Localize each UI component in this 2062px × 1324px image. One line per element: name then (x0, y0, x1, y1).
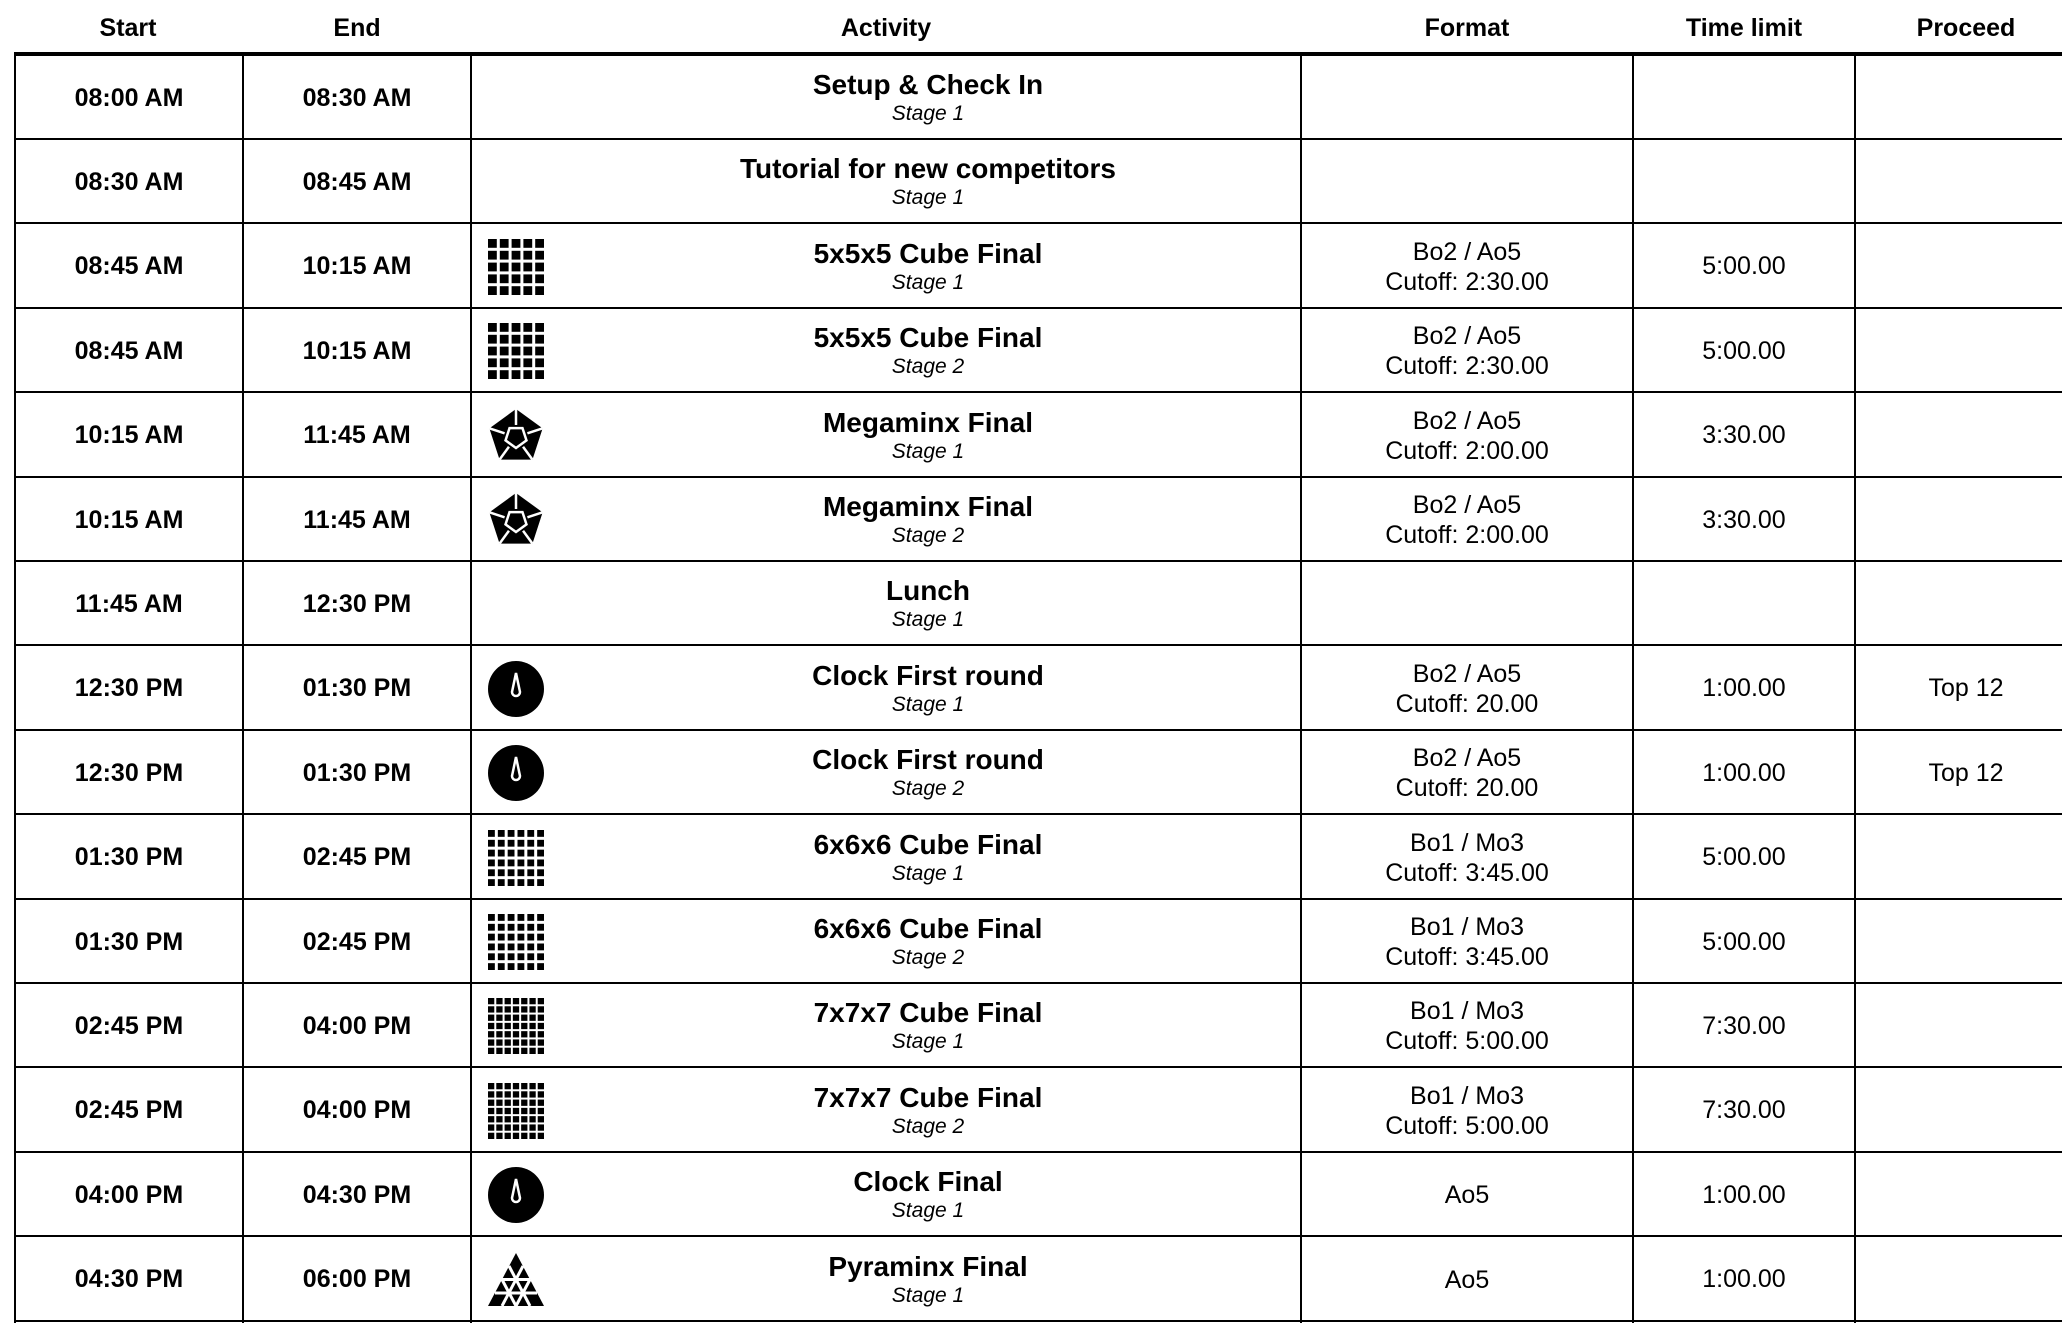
activity-name: Megaminx Final (822, 491, 1034, 522)
activity-cell (472, 984, 1384, 1068)
cutoff-text: Cutoff: 3:45.00 (1385, 943, 1549, 971)
time-limit: 3:30.00 (1702, 421, 1786, 450)
cutoff-text: Cutoff: 5:00.00 (1385, 1027, 1549, 1056)
format-cell (1302, 1238, 1632, 1322)
header-end: End (333, 14, 381, 42)
format-cell (1302, 1153, 1632, 1237)
time-limit (1634, 140, 1854, 224)
table-row (0, 1238, 2062, 1322)
end-time: 12:30 PM (302, 589, 412, 618)
table-row (0, 1069, 2062, 1153)
proceed (1856, 394, 2062, 478)
format-text: Bo1 / Mo3 (1410, 913, 1524, 941)
start-time: 08:30 AM (74, 167, 184, 196)
time-limit: 7:30.00 (1702, 1096, 1786, 1125)
format-cell (1302, 647, 1632, 731)
cutoff-text: Cutoff: 2:30.00 (1385, 267, 1549, 296)
format-cell (1302, 900, 1632, 984)
end-time: 06:00 PM (302, 1265, 412, 1294)
activity-name: Tutorial for new competitors (740, 153, 1116, 185)
start-time: 04:30 PM (74, 1265, 184, 1294)
header-proceed: Proceed (1916, 14, 2016, 42)
time-limit: 5:00.00 (1702, 927, 1786, 956)
activity-cell (472, 900, 1384, 984)
table-row (0, 562, 2062, 646)
end-time: 04:00 PM (302, 1011, 412, 1040)
end-time: 01:30 PM (302, 758, 412, 787)
activity-stage: Stage 1 (891, 186, 965, 210)
activity-cell (472, 562, 1384, 646)
table-row (0, 816, 2062, 900)
start-time: 12:30 PM (74, 674, 184, 703)
activity-stage: Stage 2 (891, 1114, 965, 1138)
proceed: Top 12 (1928, 758, 2004, 787)
activity-name: 7x7x7 Cube Final (813, 997, 1043, 1029)
activity-name: Clock First round (812, 744, 1044, 776)
proceed (1856, 1069, 2062, 1153)
activity-name: Megaminx Final (822, 406, 1034, 438)
activity-cell (472, 56, 1384, 140)
table-row (0, 647, 2062, 731)
start-time: 04:00 PM (74, 1180, 184, 1209)
format-cell (1302, 562, 1632, 646)
format-text: Bo2 / Ao5 (1412, 237, 1522, 266)
proceed: Top 12 (1928, 674, 2004, 703)
end-time: 10:15 AM (302, 252, 412, 281)
start-time: 08:00 AM (74, 83, 184, 112)
activity-cell (472, 731, 1384, 815)
table-row (0, 225, 2062, 309)
proceed (1856, 984, 2062, 1068)
activity-cell (472, 1069, 1384, 1153)
start-time: 10:15 AM (74, 505, 184, 534)
activity-name: 6x6x6 Cube Final (813, 913, 1043, 944)
table-row (0, 309, 2062, 393)
format-cell (1302, 225, 1632, 309)
header-format: Format (1424, 14, 1510, 42)
time-limit: 1:00.00 (1702, 1180, 1786, 1209)
activity-name: 5x5x5 Cube Final (813, 237, 1043, 269)
start-time: 12:30 PM (74, 758, 184, 787)
proceed (1856, 900, 2062, 984)
format-text: Ao5 (1444, 1265, 1490, 1294)
activity-cell (472, 140, 1384, 224)
time-limit: 7:30.00 (1702, 1011, 1786, 1040)
format-cell (1302, 394, 1632, 478)
cutoff-text: Cutoff: 2:00.00 (1385, 436, 1549, 465)
format-cell (1302, 731, 1632, 815)
end-time: 02:45 PM (302, 843, 412, 872)
end-time: 04:30 PM (302, 1180, 412, 1209)
format-text: Bo2 / Ao5 (1412, 659, 1522, 688)
activity-cell (472, 225, 1384, 309)
start-time: 10:15 AM (74, 421, 184, 450)
end-time: 08:45 AM (302, 167, 412, 196)
activity-stage: Stage 1 (891, 1283, 965, 1307)
format-text: Bo1 / Mo3 (1410, 997, 1524, 1026)
activity-name: Clock Final (853, 1166, 1003, 1198)
end-time: 08:30 AM (302, 83, 412, 112)
format-cell (1302, 816, 1632, 900)
activity-cell (472, 647, 1384, 731)
proceed (1856, 56, 2062, 140)
activity-stage: Stage 1 (891, 1199, 965, 1223)
activity-stage: Stage 1 (891, 102, 965, 125)
activity-cell (472, 1238, 1384, 1322)
start-time: 01:30 PM (74, 927, 184, 956)
activity-stage: Stage 1 (891, 270, 965, 294)
format-text: Bo2 / Ao5 (1412, 322, 1522, 351)
format-cell (1302, 309, 1632, 393)
start-time: 08:45 AM (74, 252, 184, 281)
time-limit: 1:00.00 (1702, 674, 1786, 703)
start-time: 11:45 AM (75, 589, 183, 618)
header-start: Start (99, 14, 157, 42)
activity-name: Setup & Check In (812, 69, 1044, 100)
format-text: Ao5 (1444, 1181, 1490, 1210)
activity-name: Pyraminx Final (828, 1250, 1028, 1282)
start-time: 02:45 PM (74, 1096, 184, 1125)
cutoff-text: Cutoff: 20.00 (1395, 774, 1539, 803)
header-time-limit: Time limit (1685, 14, 1803, 42)
time-limit: 5:00.00 (1702, 843, 1786, 872)
proceed (1856, 1238, 2062, 1322)
activity-name: 5x5x5 Cube Final (813, 322, 1043, 354)
table-row (0, 394, 2062, 478)
cutoff-text: Cutoff: 2:00.00 (1385, 521, 1549, 549)
format-cell (1302, 140, 1632, 224)
activity-cell (472, 309, 1384, 393)
activity-stage: Stage 1 (891, 861, 965, 885)
cutoff-text: Cutoff: 5:00.00 (1385, 1111, 1549, 1140)
format-text: Bo2 / Ao5 (1412, 744, 1522, 773)
format-cell (1302, 478, 1632, 562)
end-time: 11:45 AM (303, 421, 411, 450)
table-row (0, 140, 2062, 224)
header-activity: Activity (840, 14, 932, 42)
table-row (0, 984, 2062, 1068)
end-time: 02:45 PM (302, 927, 412, 956)
proceed (1856, 225, 2062, 309)
activity-stage: Stage 2 (891, 946, 965, 969)
row-divider (14, 1320, 2062, 1322)
activity-stage: Stage 1 (891, 692, 965, 716)
activity-name: 7x7x7 Cube Final (813, 1081, 1043, 1113)
proceed (1856, 478, 2062, 562)
activity-cell (472, 394, 1384, 478)
format-text: Bo2 / Ao5 (1412, 406, 1522, 435)
table-header (0, 0, 2062, 56)
table-row (0, 731, 2062, 815)
time-limit (1634, 56, 1854, 140)
activity-name: Clock First round (812, 659, 1044, 691)
proceed (1856, 816, 2062, 900)
start-time: 08:45 AM (74, 336, 184, 365)
cutoff-text: Cutoff: 3:45.00 (1385, 858, 1549, 887)
activity-name: Lunch (886, 575, 970, 607)
time-limit: 1:00.00 (1702, 758, 1786, 787)
table-row (0, 1153, 2062, 1237)
end-time: 11:45 AM (303, 505, 411, 534)
activity-stage: Stage 2 (891, 777, 965, 801)
format-text: Bo1 / Mo3 (1410, 1081, 1524, 1110)
end-time: 10:15 AM (302, 336, 412, 365)
end-time: 04:00 PM (302, 1096, 412, 1125)
proceed (1856, 1153, 2062, 1237)
table-row (0, 478, 2062, 562)
activity-cell (472, 816, 1384, 900)
time-limit: 1:00.00 (1702, 1265, 1786, 1294)
activity-stage: Stage 1 (891, 608, 965, 632)
time-limit (1634, 562, 1854, 646)
table-row (0, 56, 2062, 140)
cutoff-text: Cutoff: 2:30.00 (1385, 352, 1549, 381)
activity-name: 6x6x6 Cube Final (813, 828, 1043, 860)
time-limit: 5:00.00 (1702, 252, 1786, 281)
format-cell (1302, 56, 1632, 140)
activity-cell (472, 478, 1384, 562)
proceed (1856, 140, 2062, 224)
proceed (1856, 562, 2062, 646)
end-time: 01:30 PM (302, 674, 412, 703)
time-limit: 5:00.00 (1702, 336, 1786, 365)
format-text: Bo2 / Ao5 (1412, 491, 1522, 519)
activity-stage: Stage 1 (891, 1030, 965, 1054)
start-time: 02:45 PM (74, 1011, 184, 1040)
activity-cell (472, 1153, 1384, 1237)
format-cell (1302, 984, 1632, 1068)
format-cell (1302, 1069, 1632, 1153)
activity-stage: Stage 2 (891, 355, 965, 379)
activity-stage: Stage 1 (891, 439, 965, 463)
activity-stage: Stage 2 (891, 524, 965, 547)
proceed (1856, 309, 2062, 393)
time-limit: 3:30.00 (1702, 505, 1786, 534)
format-text: Bo1 / Mo3 (1410, 828, 1524, 857)
table-row (0, 900, 2062, 984)
cutoff-text: Cutoff: 20.00 (1395, 689, 1539, 718)
start-time: 01:30 PM (74, 843, 184, 872)
